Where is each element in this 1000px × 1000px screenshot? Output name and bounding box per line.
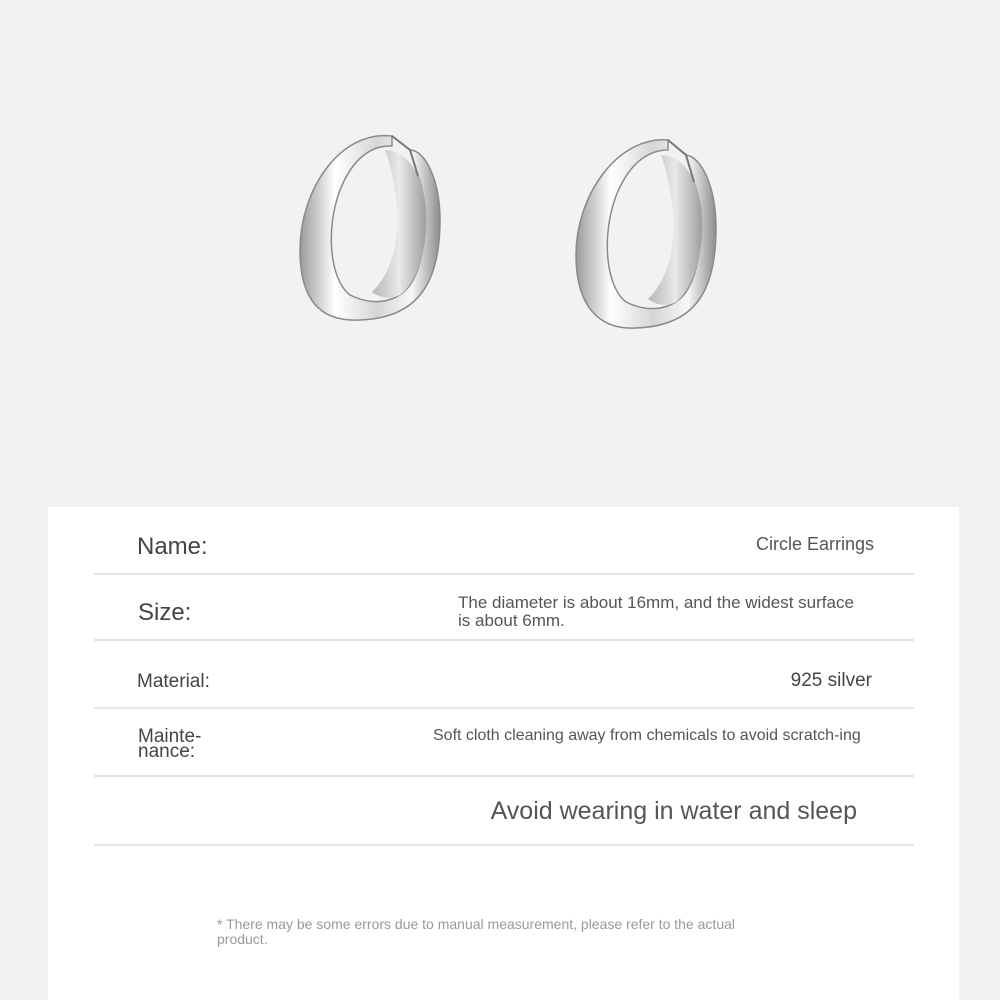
spec-value: Circle Earrings [755, 534, 874, 554]
earrings-photo [0, 0, 1000, 470]
spec-row-material [94, 641, 914, 709]
spec-label: Name: [137, 533, 208, 560]
spec-value: 925 silver [790, 670, 872, 691]
right-earring [576, 140, 716, 328]
spec-value: Soft cloth cleaning away from chemicals to avoid scratch-ing [433, 727, 861, 744]
spec-row-name [94, 507, 914, 575]
spec-row-size [94, 575, 914, 641]
spec-value: The diameter is about 16mm, and the widest surface is about 6mm. [458, 593, 854, 630]
spec-label: Size: [138, 599, 192, 626]
left-earring [300, 136, 440, 321]
spec-label: Mainte-nance: [138, 726, 202, 762]
spec-value: Avoid wearing in water and sleep [490, 797, 857, 825]
measurement-note: * There may be some errors due to manual measurement, please refer to the actual product. [217, 916, 736, 947]
spec-label: Material: [137, 671, 210, 692]
spec-row-warning [94, 777, 914, 846]
spec-card [48, 507, 959, 1000]
spec-row-maintenance [94, 709, 914, 777]
